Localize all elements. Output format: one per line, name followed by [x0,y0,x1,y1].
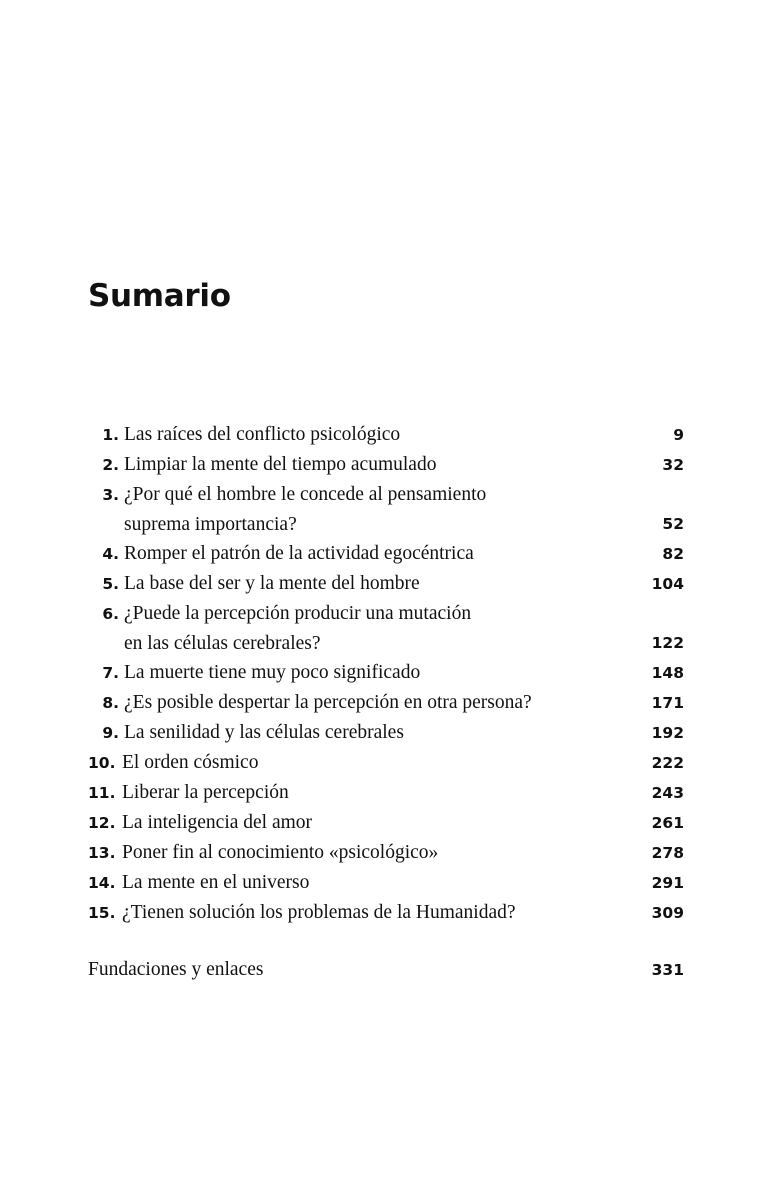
chapter-number: 11. [88,784,116,802]
toc-entry [88,838,684,868]
toc-entry [88,718,684,748]
chapter-title: La inteligencia del amor [122,812,313,833]
chapter-title: ¿Tienen solución los problemas de la Humanidad? [122,902,516,923]
chapter-number: 8. [102,694,119,712]
chapter-number: 1. [102,426,119,444]
page-number: 82 [662,545,684,563]
chapter-title: en las células cerebrales? [124,633,321,654]
page-title: Sumario [88,278,231,314]
page-number: 148 [651,664,684,682]
page-number: 104 [651,575,684,593]
chapter-title: ¿Es posible despertar la percepción en otra persona? [124,692,532,713]
page-number: 171 [651,694,684,712]
chapter-number: 7. [102,664,119,682]
toc-entry [88,658,684,688]
chapter-title: La muerte tiene muy poco significado [124,662,421,683]
page-number: 291 [651,874,684,892]
chapter-title: Poner fin al conocimiento «psicológico» [122,842,439,863]
chapter-title: Limpiar la mente del tiempo acumulado [124,454,437,475]
toc-entry [88,808,684,838]
toc-entry-continuation [88,510,684,539]
page-number: 192 [651,724,684,742]
toc-entry [88,569,684,599]
chapter-title: suprema importancia? [124,514,297,535]
chapter-number: 13. [88,844,116,862]
page-number: 222 [651,754,684,772]
toc-entry [88,748,684,778]
page-number: 9 [673,426,684,444]
chapter-number: 15. [88,904,116,922]
footer-label: Fundaciones y enlaces [88,959,264,980]
page-number: 32 [662,456,684,474]
chapter-number: 5. [102,575,119,593]
page-number: 261 [651,814,684,832]
page-number: 52 [662,515,684,533]
chapter-title: El orden cósmico [122,752,259,773]
toc-entry [88,688,684,718]
toc-entry [88,599,684,629]
toc-entry [88,480,684,510]
chapter-number: 4. [102,545,119,563]
toc-entry [88,778,684,808]
chapter-number: 3. [102,486,119,504]
toc-entry [88,450,684,480]
chapter-number: 9. [102,724,119,742]
chapter-number: 6. [102,605,119,623]
chapter-title: La base del ser y la mente del hombre [124,573,420,594]
toc-entry [88,868,684,898]
toc-entry [88,539,684,569]
page-number: 309 [651,904,684,922]
chapter-number: 14. [88,874,116,892]
chapter-title: Las raíces del conflicto psicológico [124,424,401,445]
page-number: 243 [651,784,684,802]
toc-entry [88,898,684,928]
chapter-title: ¿Puede la percepción producir una mutación [124,603,472,624]
chapter-title: La mente en el universo [122,872,310,893]
chapter-title: La senilidad y las células cerebrales [124,722,404,743]
page-number: 122 [651,634,684,652]
chapter-title: ¿Por qué el hombre le concede al pensamiento [124,484,487,505]
toc-entry [88,420,684,450]
footer-page-number: 331 [651,961,684,979]
chapter-title: Liberar la percepción [122,782,289,803]
page-number: 278 [651,844,684,862]
toc-footer-row [88,955,684,985]
table-of-contents [88,420,684,928]
chapter-number: 2. [102,456,119,474]
chapter-number: 10. [88,754,116,772]
chapter-number: 12. [88,814,116,832]
chapter-title: Romper el patrón de la actividad egocéntrica [124,543,474,564]
toc-entry-continuation [88,629,684,658]
